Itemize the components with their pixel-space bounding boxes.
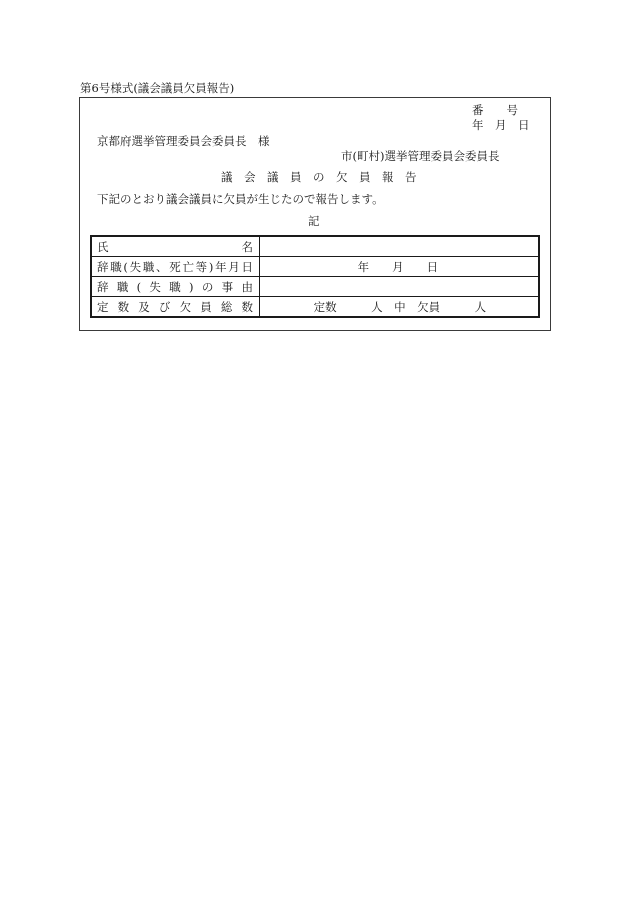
row-label-reason [91, 277, 259, 297]
row-label-vacancy-count [91, 297, 259, 318]
row-label-name-text: 氏名 [97, 239, 253, 254]
ki-label: 記 [308, 214, 320, 228]
row-label-name [91, 236, 259, 257]
row-label-reason-text: 辞職(失職)の事由 [97, 279, 253, 294]
date-label: 年 月 日 [472, 118, 530, 132]
addressee: 京都府選挙管理委員会委員長 様 [97, 134, 270, 148]
row-label-vacancy-count-text: 定数及び欠員総数 [97, 299, 253, 314]
row-value-reason[interactable] [259, 277, 539, 297]
row-label-resign-date-text: 辞職(失職、死亡等)年月日 [97, 259, 253, 274]
sender: 市(町村)選挙管理委員会委員長 [341, 149, 500, 163]
row-value-vacancy-count[interactable]: 定数 人 中 欠員 人 [259, 297, 539, 318]
row-value-resign-date[interactable]: 年 月 日 [259, 257, 539, 277]
body-text: 下記のとおり議会議員に欠員が生じたので報告します。 [97, 192, 384, 206]
table-row-vacancy-count [91, 297, 539, 318]
table-row-reason [91, 277, 539, 297]
record-table [90, 235, 540, 318]
row-label-resign-date [91, 257, 259, 277]
number-label: 番 号 [472, 103, 518, 117]
form-title: 第6号様式(議会議員欠員報告) [80, 81, 235, 95]
document-title: 議 会 議 員 の 欠 員 報 告 [221, 170, 417, 184]
table-row-name [91, 236, 539, 257]
table-row-resign-date [91, 257, 539, 277]
row-value-name[interactable] [259, 236, 539, 257]
